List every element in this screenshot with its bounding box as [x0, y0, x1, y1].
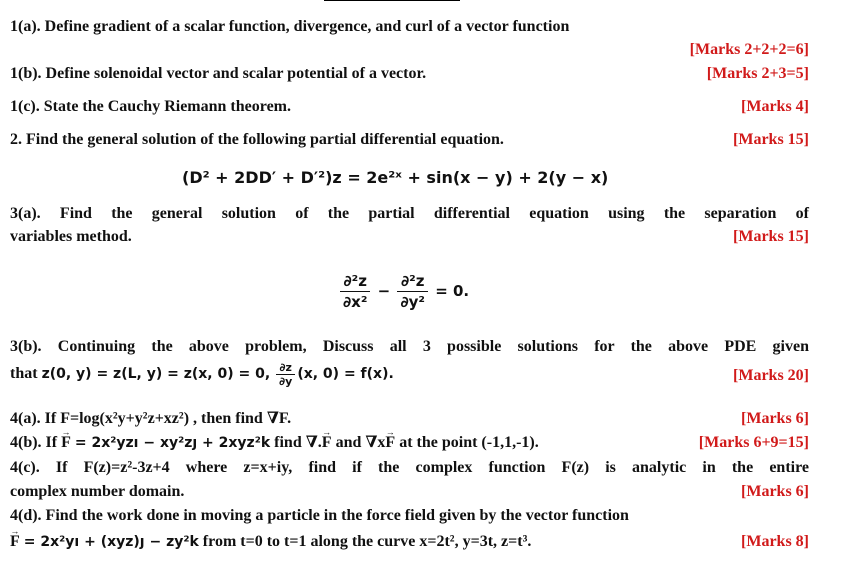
minus-operator: − [377, 282, 391, 300]
d2z-dx2-fraction [340, 272, 370, 311]
question-1b: 1(b). Define solenoidal vector and scalar potential of a vector. [10, 65, 427, 82]
point-text: at the point (-1,1,-1). [399, 434, 539, 451]
question-4d-line-1: 4(d). Find the work done in moving a particle in the force field given by the vector function [10, 507, 629, 524]
question-4b [10, 433, 539, 453]
boundary-condition: z(0, y) = z(L, y) = z(x, 0) = 0, [41, 366, 271, 383]
vector-f-symbol: F → [61, 433, 71, 453]
equation-rhs: = 0. [435, 282, 470, 300]
and-curl-text: and ∇x [335, 434, 386, 451]
top-rule [324, 0, 460, 1]
question-4c-line-2: complex number domain. [10, 483, 185, 500]
fraction-denominator: ∂y [279, 375, 293, 388]
question-4d-line-2 [10, 532, 531, 552]
question-2-marks: [Marks 15] [733, 131, 809, 148]
fraction-numerator: ∂z [276, 362, 295, 375]
question-3b-line-1: 3(b). Continuing the above problem, Discuss all 3 possible solutions for the above PDE given [10, 338, 809, 355]
question-4a: 4(a). If F=log(x²y+y²z+xz²) , then find ∇F. [10, 410, 292, 427]
question-4c-marks: [Marks 6] [741, 483, 809, 500]
question-4a-marks: [Marks 6] [741, 410, 809, 427]
question-1b-marks: [Marks 2+3=5] [706, 65, 809, 82]
question-2: 2. Find the general solution of the following partial differential equation. [10, 131, 504, 148]
dz-dy-fraction [276, 362, 295, 387]
question-3a-line-2: variables method. [10, 228, 132, 245]
d2z-dy2-fraction [397, 272, 428, 311]
vector-f-symbol-3: F → [385, 433, 395, 453]
vector-field-expression: = 2x²yzı − xy²zȷ + 2xyz²k [74, 435, 271, 451]
question-4d-marks: [Marks 8] [741, 533, 809, 550]
fraction-numerator: ∂²z [340, 272, 370, 292]
question-2-equation: (D² + 2DD′ + D′²)z = 2e²ˣ + sin(x − y) + 2(y − x) [182, 168, 609, 187]
vector-f-symbol-2: F → [322, 433, 332, 453]
question-3a-equation [338, 272, 469, 311]
question-4c-line-1: 4(c). If F(z)=z²-3z+4 where z=x+iy, find if the complex function F(z) is analytic in the entire [10, 459, 809, 476]
path-text: from t=0 to t=1 along the curve x=2t², y=3t, z=t³. [202, 533, 532, 550]
question-3b-line-2 [10, 362, 394, 387]
question-1a-marks: [Marks 2+2+2=6] [689, 41, 809, 58]
fraction-numerator: ∂²z [397, 272, 428, 292]
fraction-denominator: ∂y² [400, 293, 425, 311]
question-1c: 1(c). State the Cauchy Riemann theorem. [10, 98, 291, 115]
question-1c-marks: [Marks 4] [741, 98, 809, 115]
initial-condition: (x, 0) = f(x). [297, 366, 394, 383]
find-divergence-text: find ∇. [274, 434, 322, 451]
that-word: that [10, 365, 38, 383]
question-4b-label: 4(b). If [10, 434, 58, 451]
question-3a-marks: [Marks 15] [733, 228, 809, 245]
question-3a-line-1: 3(a). Find the general solution of the partial differential equation using the separation of [10, 205, 809, 222]
fraction-denominator: ∂x² [343, 293, 368, 311]
question-1a: 1(a). Define gradient of a scalar function, divergence, and curl of a vector function [10, 18, 570, 35]
question-3b-marks: [Marks 20] [733, 367, 809, 384]
force-field-expression: = 2x²yı + (xyz)ȷ − zy²k [23, 534, 199, 550]
question-4b-marks: [Marks 6+9=15] [698, 434, 809, 451]
vector-f-symbol: F → [10, 532, 20, 552]
